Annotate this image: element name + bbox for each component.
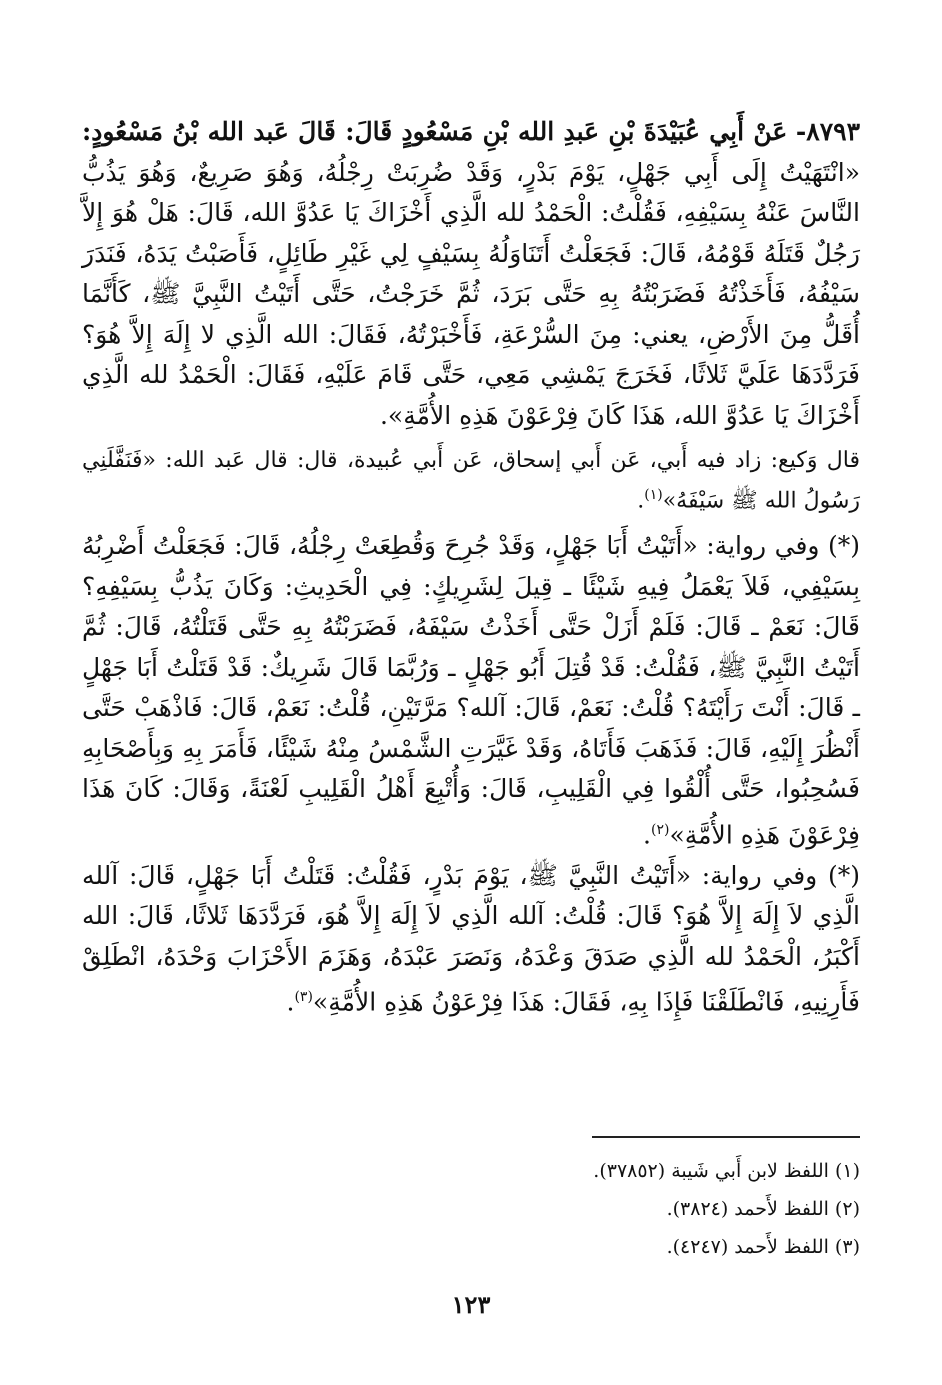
waki-note-text: قال وَكيع: زاد فيه أَبي، عَن أَبي إسحاق، عَن أَبي عُبيدة، قال: قال عَبد الله: «فَنَفَّلَنِي رَسُولُ الله ﷺ سَيْفَهُ» [82,448,860,514]
footnote-ref-2[interactable]: (٢) [651,821,670,838]
riwaya-paragraph-1: (*) وفي رواية: «أَتَيْتُ أَبَا جَهْلٍ، وَقَدْ جُرِحَ وَقُطِعَتْ رِجْلُهُ، قَالَ: فَجَعَلْتُ أَضْرِبُهُ بِسَيْفِي، فَلاَ يَعْمَلُ فِيهِ شَيْئًا ـ قِيلَ لِشَرِيكٍ: فِي الْحَدِيثِ: وَكَانَ يَذُبُّ بِسَيْفِهِ؟ قَالَ: نَعَمْ ـ قَالَ: فَلَمْ أَزَلْ حَتَّى أَخَذْتُ سَيْفَهُ، فَضَرَبْتُهُ بِهِ حَتَّى قَتَلْتُهُ، قَالَ: ثُمَّ أَتَيْتُ النَّبِيَّ ﷺ، فَقُلْتُ: قَدْ قُتِلَ أَبُو جَهْلٍ ـ وَرُبَّمَا قَالَ شَرِيكٌ: قَدْ قَتَلْتُ أَبَا جَهْلٍ ـ قَالَ: أَنْتَ رَأَيْتَهُ؟ قُلْتُ: نَعَمْ، قَالَ: آلله؟ مَرَّتَيْنِ، قُلْتُ: نَعَمْ، قَالَ: فَاذْهَبْ حَتَّى أَنْظُرَ إِلَيْهِ، قَالَ: فَذَهَبَ فَأَتَاهُ، وَقَدْ غَيَّرَتِ الشَّمْسُ مِنْهُ شَيْئًا، فَأَمَرَ بِهِ وَبِأَصْحَابِهِ فَسُحِبُوا، حَتَّى أُلْقُوا فِي الْقَلِيبِ، قَالَ: وَأُتْبِعَ أَهْلُ الْقَلِيبِ لَعْنَةً، وَقَالَ: كَانَ هَذَا فِرْعَوْنَ هَذِهِ الأُمَّةِ»$^{(٢)}$. [82,531,860,850]
footnote-ref-1[interactable]: (١) [644,487,663,503]
footnote-divider [592,1136,860,1138]
page-number: ١٢٣ [451,1290,491,1319]
footnotes [82,1152,860,1266]
riwaya-1-text: (*) وفي رواية: «أَتَيْتُ أَبَا جَهْلٍ، وَقَدْ جُرِحَ وَقُطِعَتْ رِجْلُهُ، قَالَ: فَجَعَلْتُ أَضْرِبُهُ بِسَيْفِي، فَلاَ يَعْمَلُ فِيهِ شَيْئًا ـ قِيلَ لِشَرِيكٍ: فِي الْحَدِيثِ: وَكَانَ يَذُبُّ بِسَيْفِهِ؟ قَالَ: نَعَمْ ـ قَالَ: فَلَمْ أَزَلْ حَتَّى أَخَذْتُ سَيْفَهُ، فَضَرَبْتُهُ بِهِ حَتَّى قَتَلْتُهُ، قَالَ: ثُمَّ أَتَيْتُ النَّبِيَّ ﷺ، فَقُلْتُ: قَدْ قُتِلَ أَبُو جَهْلٍ ـ وَرُبَّمَا قَالَ شَرِيكٌ: قَدْ قَتَلْتُ أَبَا جَهْلٍ ـ قَالَ: أَنْتَ رَأَيْتَهُ؟ قُلْتُ: نَعَمْ، قَالَ: آلله؟ مَرَّتَيْنِ، قُلْتُ: نَعَمْ، قَالَ: فَاذْهَبْ حَتَّى أَنْظُرَ إِلَيْهِ، قَالَ: فَذَهَبَ فَأَتَاهُ، وَقَدْ غَيَّرَتِ الشَّمْسُ مِنْهُ شَيْئًا، فَأَمَرَ بِهِ وَبِأَصْحَابِهِ فَسُحِبُوا، حَتَّى أُلْقُوا فِي الْقَلِيبِ، قَالَ: وَأُتْبِعَ أَهْلُ الْقَلِيبِ لَعْنَةً، وَقَالَ: كَانَ هَذَا فِرْعَوْنَ هَذِهِ الأُمَّةِ» [82,531,860,850]
hadith-number: ٨٧٩٣- [795,117,860,146]
hadith-sanad: عَنْ أَبِي عُبَيْدَةَ بْنِ عَبدِ الله بْنِ مَسْعُودٍ قَالَ: قَالَ عَبد الله بْنُ مَسْعُودٍ: [82,117,788,146]
main-text [82,112,860,1023]
hadith-matn: «انْتَهَيْتُ إِلَى أَبِي جَهْلٍ، يَوْمَ بَدْرٍ، وَقَدْ ضُرِبَتْ رِجْلُهُ، وَهُوَ صَرِيعٌ، وَهُوَ يَذُبُّ النَّاسَ عَنْهُ بِسَيْفِهِ، فَقُلْتُ: الْحَمْدُ لله الَّذِي أَخْزَاكَ يَا عَدُوَّ الله، قَالَ: هَلْ هُوَ إِلاَّ رَجُلٌ قَتَلَهُ قَوْمُهُ، قَالَ: فَجَعَلْتُ أَتَنَاوَلُهُ بِسَيْفٍ لِي غَيْرِ طَائِلٍ، فَأَصَبْتُ يَدَهُ، فَنَدَرَ سَيْفُهُ، فَأَخَذْتُهُ فَضَرَبْتُهُ بِهِ حَتَّى بَرَدَ، ثُمَّ خَرَجْتُ، حَتَّى أَتَيْتُ النَّبِيَّ ﷺ، كَأَنَّمَا أُقَلُّ مِنَ الأَرْضِ، يعني: مِنَ السُّرْعَةِ، فَأَخْبَرْتُهُ، فَقَالَ: الله الَّذِي لا إِلَهَ إِلاَّ هُوَ؟ فَرَدَّدَهَا عَلَيَّ ثَلاثًا، فَخَرَجَ يَمْشِي مَعِي، حَتَّى قَامَ عَلَيْهِ، فَقَالَ: الْحَمْدُ لله الَّذِي أَخْزَاكَ يَا عَدُوَّ الله، هَذَا كَانَ فِرْعَوْنَ هَذِهِ الأُمَّةِ». [82,157,860,430]
riwaya-paragraph-2: (*) وفي رواية: «أَتَيْتُ النَّبِيَّ ﷺ، يَوْمَ بَدْرٍ، فَقُلْتُ: قَتَلْتُ أَبَا جَهْلٍ، قَالَ: آلله الَّذِي لاَ إِلَهَ إِلاَّ هُوَ؟ قَالَ: قُلْتُ: آلله الَّذِي لاَ إِلَهَ إِلاَّ هُوَ، فَرَدَّدَهَا ثَلاثًا، قَالَ: الله أَكْبَرُ، الْحَمْدُ لله الَّذِي صَدَقَ وَعْدَهُ، وَنَصَرَ عَبْدَهُ، وَهَزَمَ الأَحْزَابَ وَحْدَهُ، انْطَلِقْ فَأَرِنِيهِ، فَانْطَلَقْنَا فَإِذَا بِهِ، فَقَالَ: هَذَا فِرْعَوْنُ هَذِهِ الأُمَّةِ»$^{(٣)}$. [82,860,860,1017]
hadith-paragraph [82,112,860,436]
riwaya-2-text: (*) وفي رواية: «أَتَيْتُ النَّبِيَّ ﷺ، يَوْمَ بَدْرٍ، فَقُلْتُ: قَتَلْتُ أَبَا جَهْلٍ، قَالَ: آلله الَّذِي لاَ إِلَهَ إِلاَّ هُوَ؟ قَالَ: قُلْتُ: آلله الَّذِي لاَ إِلَهَ إِلاَّ هُوَ، فَرَدَّدَهَا ثَلاثًا، قَالَ: الله أَكْبَرُ، الْحَمْدُ لله الَّذِي صَدَقَ وَعْدَهُ، وَنَصَرَ عَبْدَهُ، وَهَزَمَ الأَحْزَابَ وَحْدَهُ، انْطَلِقْ فَأَرِنِيهِ، فَانْطَلَقْنَا فَإِذَا بِهِ، فَقَالَ: هَذَا فِرْعَوْنُ هَذِهِ الأُمَّةِ» [82,860,860,1017]
footnote-3: (٣) اللفظ لأَحمد (٤٢٤٧). [666,1236,860,1258]
footnote-2: (٢) اللفظ لأَحمد (٣٨٢٤). [666,1198,860,1220]
waki-note: قال وَكيع: زاد فيه أَبي، عَن أَبي إسحاق، عَن أَبي عُبيدة، قال: قال عَبد الله: «فَنَفَّلَنِي رَسُولُ الله ﷺ سَيْفَهُ»$^{(١)}$. [82,448,860,514]
footnote-1: (١) اللفظ لابن أَبي شَيبة (٣٧٨٥٢). [593,1160,860,1182]
footnote-ref-3[interactable]: (٣) [294,989,313,1006]
